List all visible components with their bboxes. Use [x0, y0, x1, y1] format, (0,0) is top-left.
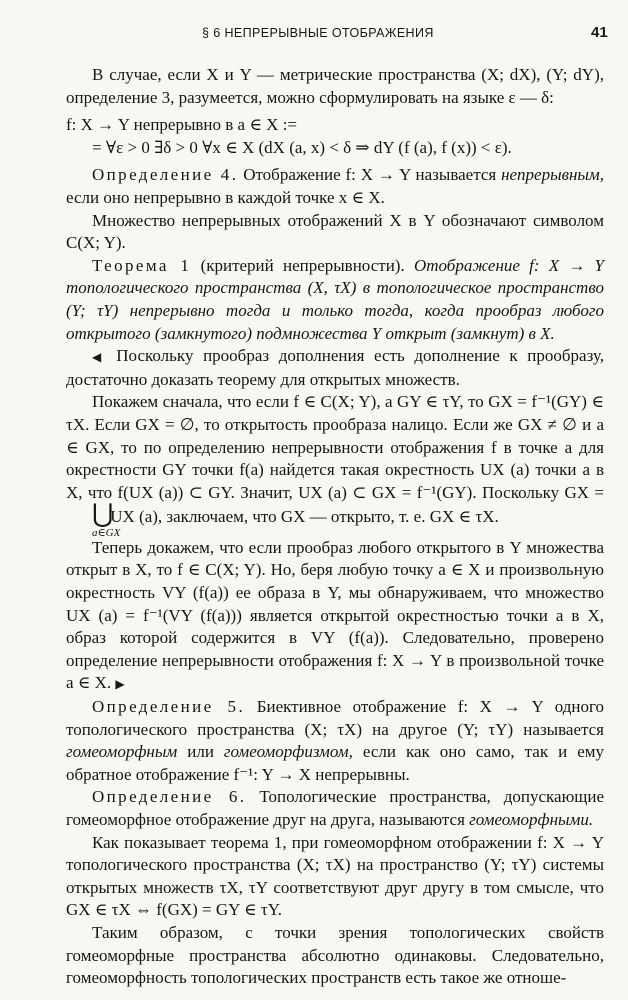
paragraph-conclusion: Таким образом, с точки зрения топологических свойств гомеоморфные пространства абсолютно одинаковы. Следовательно, гомеоморфность топологических пространств есть такое же отноше-	[66, 922, 604, 988]
theorem-1-statement: Отображение f: X → Y топологического пространства (X, τX) в топологическое пространство (Y; τY) непрерывно тогда и только тогда, когда прообраз любого открытого (замкнутого) подмножества Y открыт (замкнут) в X.	[66, 255, 605, 343]
page-number: 41	[591, 24, 608, 41]
proof-converse	[66, 537, 604, 696]
theorem-1	[66, 255, 604, 345]
theorem-1-name: (критерий непрерывности).	[200, 255, 405, 275]
definition-4	[66, 164, 604, 209]
definition-5-term-2: гомеоморфизмом,	[223, 742, 353, 762]
proof-begin-marker: ◀	[92, 350, 107, 365]
definition-5	[66, 696, 604, 786]
proof-start	[66, 345, 604, 391]
paragraph-homeomorphism-systems: Как показывает теорема 1, при гомеоморфном отображении f: X → Y топологического пространства (X; τX) на пространство (Y; τY) системы открытых множеств τX, τY соответствуют друг другу в том смысле, что GX ∈ τX ⇔ f(GX) = GY ∈ τY.	[66, 832, 604, 920]
proof-direct-tail: UX (a), заключаем, что GX — открыто, т. е. GX ∈ τX.	[110, 507, 499, 527]
proof-direct	[66, 391, 604, 540]
definition-5-label: Определение 5.	[92, 697, 246, 717]
definition-5-term-1: гомеоморфным	[66, 742, 178, 762]
definition-4-label: Определение 4.	[92, 165, 239, 185]
theorem-1-label: Теорема 1	[92, 255, 192, 275]
continuity-formula	[66, 114, 604, 159]
definition-6	[66, 786, 604, 831]
proof-start-text: Поскольку прообраз дополнения есть дополнение к прообразу, достаточно доказать теорему для открытых множеств.	[66, 346, 604, 389]
definition-6-label: Определение 6.	[92, 787, 247, 807]
spacer	[66, 529, 604, 537]
paragraph-metric-case: В случае, если X и Y — метрические пространства (X; dX), (Y; dY), определение 3, разумеется, можно сформулировать на языке ε — δ:	[66, 65, 604, 107]
definition-5-text-a: Биективное отображение f: X → Y одного топологического пространства (X; τX) на другое (Y; τY) называется	[66, 697, 605, 739]
formula-line-1: f: X → Y непрерывно в a ∈ X :=	[66, 115, 298, 135]
paragraph-set-notation: Множество непрерывных отображений X в Y обозначают символом C(X; Y).	[66, 210, 604, 253]
formula-line-2: = ∀ε > 0 ∃δ > 0 ∀x ∈ X (dX (a, x) < δ ⇒ dY (f (a), f (x)) < ε).	[92, 137, 512, 157]
definition-4-text-a: Отображение f: X → Y называется	[243, 165, 497, 185]
union-symbol: ⋃	[92, 499, 114, 529]
proof-direct-text: Покажем сначала, что если f ∈ C(X; Y), а GY ∈ τY, то GX = f⁻¹(GY) ∈ τX. Если GX = ∅, то открытость прообраза налицо. Если же GX ≠ ∅ и a ∈ GX, то по определению непрерывности отображения f в точке a для окрестности GY точки f(a) найдется такая окрестность UX (a) точки a в X, что f(UX (a)) ⊂ GY. Значит, UX (a) ⊂ GX = f⁻¹(GY). Поскольку GX =	[66, 392, 604, 502]
definition-4-text-b: если оно непрерывно в каждой точке x ∈ X.	[66, 187, 385, 207]
running-title: § 6 НЕПРЕРЫВНЫЕ ОТОБРАЖЕНИЯ	[202, 26, 434, 40]
union-operator	[66, 499, 121, 540]
union-subscript: a∈GX	[92, 527, 121, 540]
definition-5-or: или	[187, 742, 214, 762]
proof-converse-text: Теперь докажем, что если прообраз любого открытого в Y множества открыт в X, то f ∈ C(X; Y). Но, беря любую точку a ∈ X и произвольную окрестность VY (f(a)) ее образа в Y, мы обнаруживаем, что множество UX (a) = f⁻¹(VY (f(a))) является открытой окрестностью точки a в X, образ которой содержится в VY (f(a)). Следовательно, проверено определение непрерывности отображения f: X → Y в произвольной точке a ∈ X.	[66, 537, 604, 693]
proof-end-marker: ▶	[115, 677, 125, 692]
page-body	[66, 64, 604, 990]
definition-4-term: непрерывным,	[501, 165, 605, 185]
definition-5-text-b: если как оно само, так и ему обратное отображение f⁻¹: Y → X непрерывны.	[66, 742, 604, 784]
definition-6-term: гомеоморфными.	[469, 810, 594, 829]
page-header	[0, 22, 628, 42]
definition-6-text-a: Топологические пространства, допускающие гомеоморфное отображение друг на друга, называются	[66, 787, 605, 829]
